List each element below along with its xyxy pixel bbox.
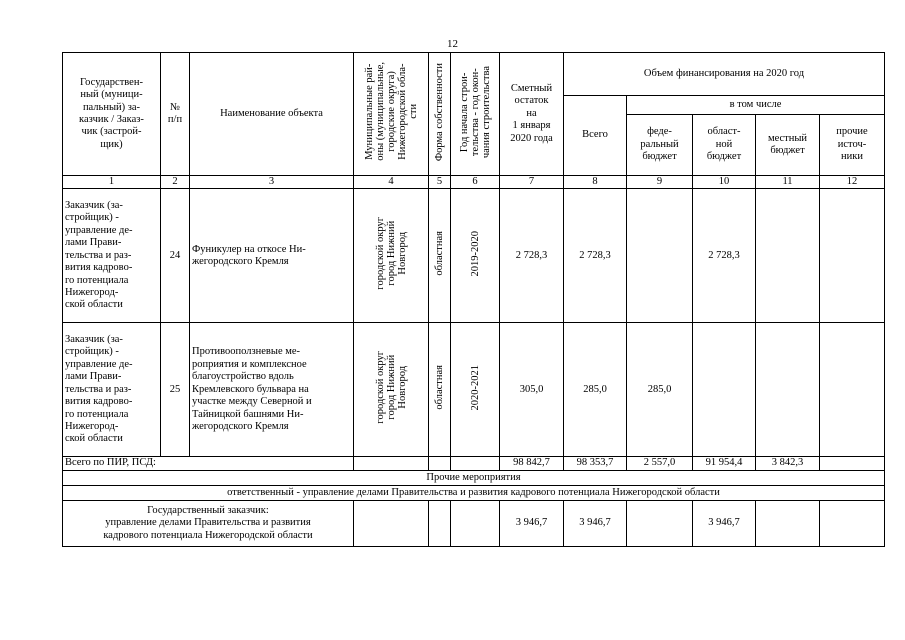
state-customer-other — [820, 500, 885, 546]
header-other: прочие источ- ники — [820, 115, 885, 176]
col-number: 8 — [564, 176, 627, 189]
state-customer-total: 3 946,7 — [564, 500, 627, 546]
row-district: городской округ город Нижний Новгород — [354, 189, 429, 323]
row-num: 25 — [161, 323, 190, 457]
total-federal: 2 557,0 — [627, 457, 693, 470]
col-number: 5 — [429, 176, 451, 189]
col-number: 9 — [627, 176, 693, 189]
total-regional: 91 954,4 — [693, 457, 756, 470]
table-row — [63, 189, 885, 323]
row-customer: Заказчик (за- стройщик) - управление де- лами Прави- тельства и раз- вития кадрово- го потенциала Нижегород- ской области — [63, 189, 161, 323]
col-number: 2 — [161, 176, 190, 189]
col-number: 3 — [190, 176, 354, 189]
total-other — [820, 457, 885, 470]
col-number: 4 — [354, 176, 429, 189]
row-local — [756, 189, 820, 323]
row-district: городской округ город Нижний Новгород — [354, 323, 429, 457]
header-years: Год начала строи- тельства - год окон- чания строительства — [451, 53, 500, 176]
header-federal: феде- ральный бюджет — [627, 115, 693, 176]
col-number: 1 — [63, 176, 161, 189]
row-total: 2 728,3 — [564, 189, 627, 323]
row-object: Фуникулер на откосе Ни- жегородского Кремля — [190, 189, 354, 323]
table-row — [63, 323, 885, 457]
row-other — [820, 323, 885, 457]
state-customer-federal — [627, 500, 693, 546]
header-num: № п/п — [161, 53, 190, 176]
header-total: Всего — [564, 96, 627, 176]
row-ownership: областная — [429, 323, 451, 457]
total-balance: 98 842,7 — [500, 457, 564, 470]
state-customer-row — [63, 500, 885, 546]
header-balance: Сметный остаток на 1 января 2020 года — [500, 53, 564, 176]
row-total: 285,0 — [564, 323, 627, 457]
state-customer-balance: 3 946,7 — [500, 500, 564, 546]
row-object: Противооползневые ме- роприятия и комплексное благоустройство вдоль Кремлевского бульвара на участке между Северной и Тайницкой башнями Ни- жегородского Кремля — [190, 323, 354, 457]
state-customer-regional: 3 946,7 — [693, 500, 756, 546]
header-regional: област- ной бюджет — [693, 115, 756, 176]
total-local: 3 842,3 — [756, 457, 820, 470]
row-federal — [627, 189, 693, 323]
row-balance: 305,0 — [500, 323, 564, 457]
header-ownership: Форма собственности — [429, 53, 451, 176]
row-other — [820, 189, 885, 323]
header-local: местный бюджет — [756, 115, 820, 176]
header-object-name: Наименование объекта — [190, 53, 354, 176]
col-number: 7 — [500, 176, 564, 189]
total-row — [63, 457, 885, 470]
section-responsible: ответственный - управление делами Правительства и развития кадрового потенциала Нижегородской области — [63, 485, 885, 500]
row-regional — [693, 323, 756, 457]
row-local — [756, 323, 820, 457]
row-years: 2020-2021 — [451, 323, 500, 457]
col-number: 11 — [756, 176, 820, 189]
row-regional: 2 728,3 — [693, 189, 756, 323]
total-total: 98 353,7 — [564, 457, 627, 470]
col-number: 6 — [451, 176, 500, 189]
row-federal: 285,0 — [627, 323, 693, 457]
header-customer: Государствен- ный (муници- пальный) за- казчик / Заказ- чик (застрой- щик) — [63, 53, 161, 176]
section-title: Прочие мероприятия — [63, 470, 885, 485]
col-number: 10 — [693, 176, 756, 189]
row-num: 24 — [161, 189, 190, 323]
state-customer-local — [756, 500, 820, 546]
row-ownership: областная — [429, 189, 451, 323]
total-label: Всего по ПИР, ПСД: — [63, 457, 354, 470]
row-balance: 2 728,3 — [500, 189, 564, 323]
header-funding: Объем финансирования на 2020 год — [564, 53, 885, 96]
header-including: в том числе — [627, 96, 885, 115]
row-customer: Заказчик (за- стройщик) - управление де- лами Прави- тельства и раз- вития кадрово- го потенциала Нижегород- ской области — [63, 323, 161, 457]
col-number: 12 — [820, 176, 885, 189]
state-customer-label: Государственный заказчик: управление делами Правительства и развития кадрового потенциала Нижегородской области — [63, 500, 354, 546]
funding-table — [62, 52, 885, 547]
header-district: Муниципальные рай- оны (муниципальные, городские округа) Нижегородской обла- сти — [354, 53, 429, 176]
row-years: 2019-2020 — [451, 189, 500, 323]
page-number: 12 — [447, 38, 458, 50]
